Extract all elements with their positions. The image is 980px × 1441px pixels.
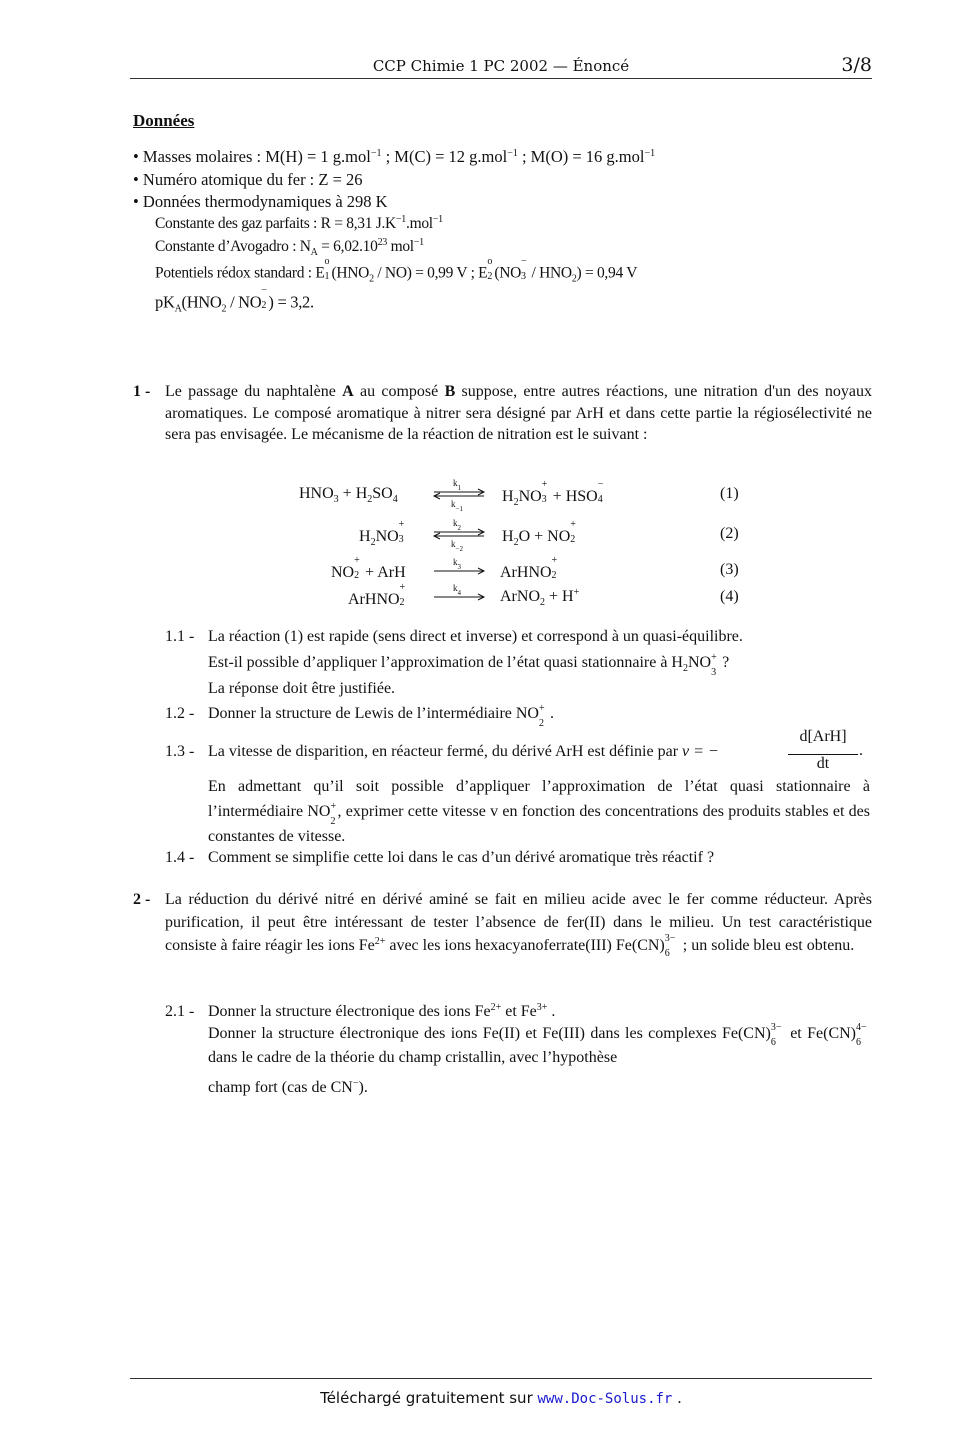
eq1-reactants: $HNO_3 + H_2SO_4$ <box>299 485 398 505</box>
eq4-products: ArNO$_2$ + H+ <box>500 587 580 608</box>
k2-label: $k_2$ <box>453 518 461 532</box>
eq1-products: $H_2NO$ + 3 + HSO − 4 <box>502 479 604 508</box>
donnees-thermo: • Données thermodynamiques à 298 K <box>133 192 388 211</box>
question-2-text: La réduction du dérivé nitré en dérivé aminé se fait en milieu acide avec le fer comme réducteur. Après purification, il peut être intéressant de tester l’absence de fer(II) dans le milieu. Un test caractéristique consiste à faire réagir les ions $Fe^{2+}$ avec les ions hexacyanoferrate(III) Fe(CN) 3− 6 ; un solide bleu est obtenu. <box>165 891 872 959</box>
constante-avogadro: Constante d’Avogadro : $N_A = 6,02.10^{23}$ mol$^{-1}$ <box>155 237 424 258</box>
fraction-numerator: d[ArH] <box>799 728 847 745</box>
fraction-denominator: dt <box>816 755 830 772</box>
eq4-label: (4) <box>720 588 739 605</box>
page-footer: Téléchargé gratuitement sur www.Doc-Solus.fr . <box>320 1389 682 1407</box>
potentiels-redox: Potentiels rédox standard : E o 1 $(HNO_2 / NO) = 0,99$ V ; E o 2 (NO − 3 / $HNO_2) = 0,94$ V <box>155 256 638 285</box>
footer-text: Téléchargé gratuitement sur <box>320 1389 538 1407</box>
page-number: 3/8 <box>841 54 872 76</box>
eq3-label: (3) <box>720 561 739 578</box>
constante-gaz: Constante des gaz parfaits : R = 8,31 $J.K^{-1}.mol^{-1}$ <box>155 214 443 232</box>
rate-fraction <box>788 728 858 772</box>
eq1-label: (1) <box>720 485 739 502</box>
masses-molaires: • Masses molaires : M(H) = 1 g.mol$^{-1}$ ; M(C) = 12 g.mol$^{-1}$ ; M(O) = 16 g.mol$^{-1}$ <box>133 147 656 166</box>
pka: $pK_A(HNO_2$ / NO − 2 ) = 3,2. <box>155 285 314 315</box>
fraction-period: . <box>859 742 863 759</box>
k-1-label: $k_{-1}$ <box>451 499 463 513</box>
k3-label: $k_3$ <box>453 557 461 571</box>
question-1-text: Le passage du naphtalène A au composé B suppose, entre autres réactions, une nitration d'un des noyaux aromatiques. Le composé aromatique à nitrer sera désigné par ArH et dans cette partie la régiosélectivité ne sera pas envisagée. Le mécanisme de la réaction de nitration est le suivant : <box>165 383 873 443</box>
eq2-reactants: $H_2NO$ + 3 <box>359 519 405 548</box>
k-2-label: $k_{-2}$ <box>451 539 463 553</box>
eq4-reactants: ArHNO + 2 <box>348 582 406 608</box>
numero-atomique: • Numéro atomique du fer : Z = 26 <box>133 170 363 189</box>
question-1-number: 1 - <box>133 383 151 400</box>
header-title: CCP Chimie 1 PC 2002 — Énoncé <box>372 57 630 75</box>
eq3-products: ArHNO + 2 <box>500 555 558 581</box>
eq3-reactants: NO + 2 + ArH <box>331 555 406 581</box>
k1-label: $k_1$ <box>453 478 461 492</box>
header-rule <box>130 78 872 79</box>
footer-rule <box>130 1378 872 1379</box>
donnees-title: Données <box>133 111 195 130</box>
footer-link[interactable]: www.Doc-Solus.fr <box>537 1391 673 1407</box>
eq2-products: $H_2O$ + NO + 2 <box>502 519 576 548</box>
k4-label: $k_4$ <box>453 583 461 597</box>
question-2-number: 2 - <box>133 891 151 908</box>
eq2-label: (2) <box>720 525 739 542</box>
